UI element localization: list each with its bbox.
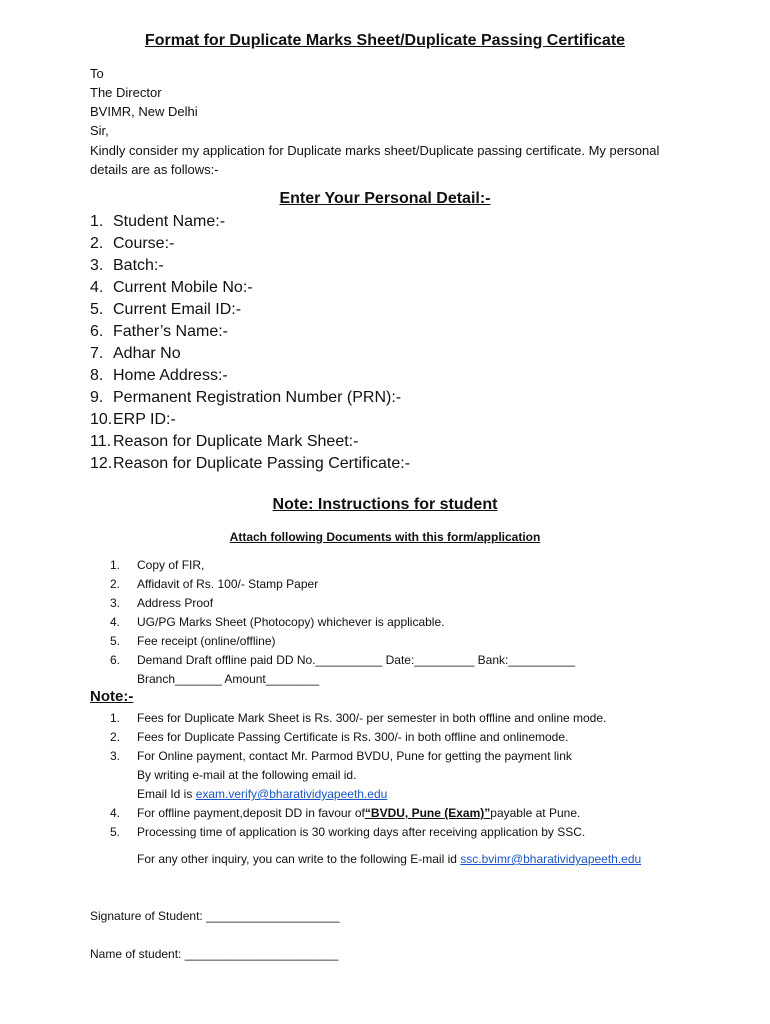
documents-list: [110, 556, 575, 689]
detail-item: 12.Reason for Duplicate Passing Certificate:-: [90, 455, 411, 472]
notes-list: [110, 709, 606, 842]
document-item: 3. Address Proof: [110, 596, 214, 610]
salutation: Sir,: [90, 123, 109, 138]
note-item: 5. Processing time of application is 30 working days after receiving application by SSC.: [110, 825, 586, 839]
details-heading: Enter Your Personal Detail:-: [279, 190, 491, 207]
instructions-heading: Note: Instructions for student: [272, 496, 498, 513]
intro-paragraph: Kindly consider my application for Duplicate marks sheet/Duplicate passing certificate. My personal details are as follows:-: [90, 143, 660, 177]
detail-item: 4. Current Mobile No:-: [90, 279, 253, 296]
document-item: 2. Affidavit of Rs. 100/- Stamp Paper: [110, 577, 319, 591]
student-name-field: Name of student: _______________________: [90, 947, 339, 961]
inquiry-line: For any other inquiry, you can write to the following E-mail id ssc.bvimr@bharatividyapeeth.edu: [137, 852, 642, 866]
note-item: 1. Fees for Duplicate Mark Sheet is Rs. 300/- per semester in both offline and online mode.: [110, 711, 607, 725]
note-heading: Note:-: [90, 688, 134, 705]
detail-item: 2. Course:-: [90, 235, 175, 252]
attach-heading: Attach following Documents with this form/application: [229, 530, 541, 544]
page-title: Format for Duplicate Marks Sheet/Duplicate Passing Certificate: [144, 32, 626, 49]
document-item: 6. Demand Draft offline paid DD No.__________ Date:_________ Bank:__________: [110, 653, 576, 667]
detail-item: 1. Student Name:-: [90, 213, 226, 230]
detail-item: 5. Current Email ID:-: [90, 301, 242, 318]
address-institute: BVIMR, New Delhi: [90, 104, 198, 119]
personal-details-list: [90, 211, 410, 475]
document-item: 4. UG/PG Marks Sheet (Photocopy) whichever is applicable.: [110, 615, 445, 629]
signature-field: Signature of Student: ____________________: [90, 909, 340, 923]
detail-item: 11. Reason for Duplicate Mark Sheet:-: [90, 433, 359, 450]
detail-item: 3. Batch:-: [90, 257, 164, 274]
note-item: 4. For offline payment,deposit DD in favour of“BVDU, Pune (Exam)”payable at Pune.: [110, 806, 581, 820]
inquiry-email-link[interactable]: ssc.bvimr@bharatividyapeeth.edu: [460, 852, 642, 866]
detail-item: 9. Permanent Registration Number (PRN):-: [90, 389, 402, 406]
document-item: 5. Fee receipt (online/offline): [110, 634, 276, 648]
detail-item: 8. Home Address:-: [90, 367, 228, 384]
address-to: To: [90, 66, 104, 81]
note-item: 2. Fees for Duplicate Passing Certificate is Rs. 300/- in both offline and onlinemode.: [110, 730, 569, 744]
note-item: 3. For Online payment, contact Mr. Parmod BVDU, Pune for getting the payment link: [110, 749, 572, 763]
document-item-continuation: Branch_______ Amount________: [137, 672, 320, 686]
detail-item: 10.ERP ID:-: [90, 411, 176, 428]
payee-name: BVDU, Pune (Exam): [370, 806, 485, 820]
note-item-continuation: Email Id is exam.verify@bharatividyapeeth.edu: [137, 787, 388, 801]
address-director: The Director: [90, 85, 162, 100]
exam-email-link[interactable]: exam.verify@bharatividyapeeth.edu: [195, 787, 388, 801]
document-item: 1. Copy of FIR,: [110, 558, 205, 572]
detail-item: 7. Adhar No: [90, 345, 181, 362]
note-item-continuation: By writing e-mail at the following email id.: [137, 768, 357, 782]
detail-item: 6. Father’s Name:-: [90, 323, 228, 340]
